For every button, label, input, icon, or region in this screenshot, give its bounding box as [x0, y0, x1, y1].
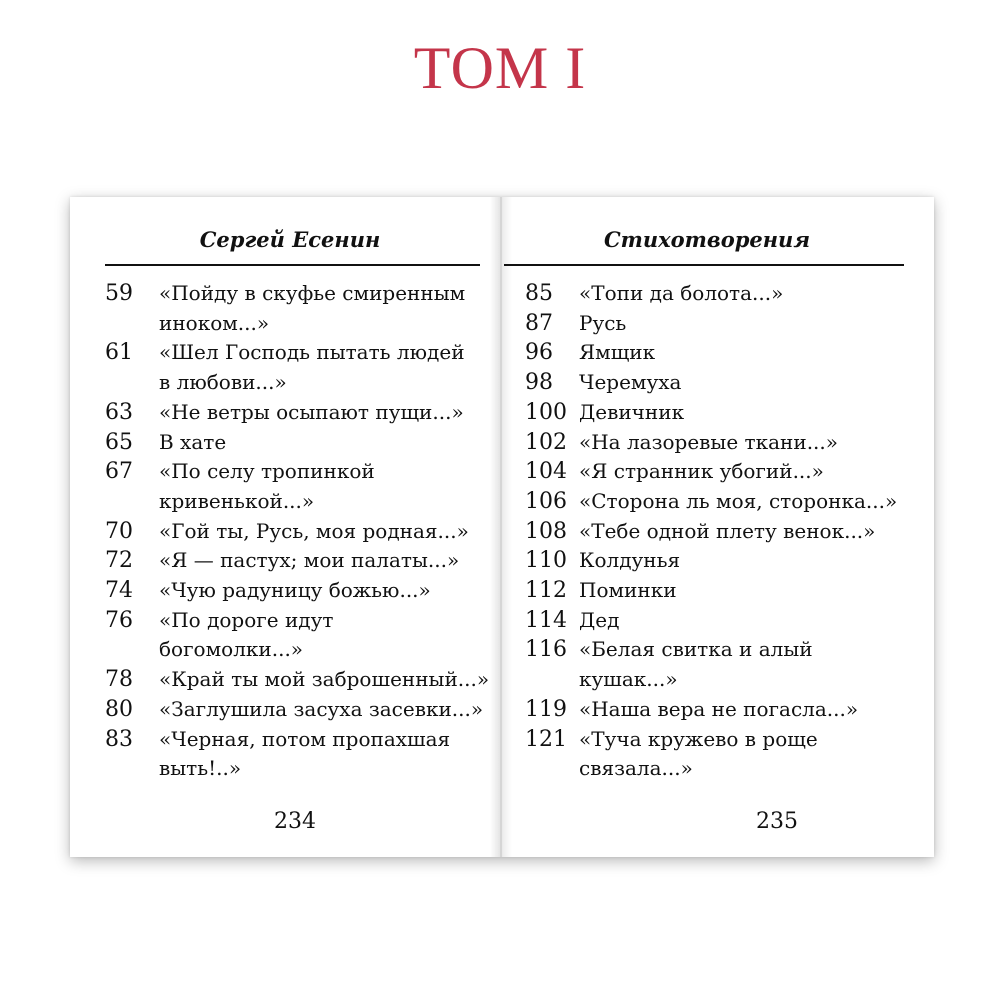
entry-page-number: 85 [525, 281, 553, 306]
volume-title: ТОМ I [413, 35, 587, 101]
contents-entry [105, 428, 495, 458]
entry-page-number: 78 [105, 667, 133, 693]
contents-entry [525, 428, 929, 458]
entry-title: Поминки [579, 578, 677, 603]
entry-title: Девичник [579, 399, 685, 424]
entry-title: «На лазоревые ткани...» [579, 429, 839, 454]
running-head-section: Стихотворения [603, 227, 811, 252]
entry-title: В хате [159, 429, 227, 454]
entry-page-number: 119 [525, 696, 567, 722]
header-rule [504, 264, 904, 266]
contents-list-right [525, 279, 929, 784]
entry-title: «Шел Господь пытать людей в любови...» [159, 340, 465, 395]
entry-page-number: 110 [525, 548, 567, 574]
contents-list-left [105, 279, 495, 784]
contents-entry [105, 457, 495, 516]
page-number: 235 [756, 809, 798, 834]
entry-page-number: 100 [525, 399, 567, 425]
entry-title: «Я странник убогий...» [579, 459, 824, 484]
entry-page-number: 70 [105, 518, 133, 544]
contents-entry [525, 635, 929, 694]
contents-entry [525, 487, 929, 517]
entry-page-number: 59 [105, 281, 133, 306]
header-rule [105, 264, 480, 266]
entry-title: «По дороге идут богомолки...» [159, 607, 334, 662]
entry-page-number: 108 [525, 518, 567, 544]
entry-title: «Гой ты, Русь, моя родная...» [159, 518, 469, 543]
entry-page-number: 96 [525, 340, 553, 366]
contents-entry [105, 338, 495, 397]
entry-title: Дед [579, 607, 620, 632]
contents-entry [525, 546, 929, 576]
entry-title: Черемуха [579, 370, 682, 395]
entry-title: «Я — пастух; мои палаты...» [159, 548, 460, 573]
right-page [499, 197, 934, 857]
contents-entry [525, 338, 929, 368]
entry-page-number: 102 [525, 429, 567, 455]
entry-title: Русь [579, 310, 627, 335]
entry-page-number: 74 [105, 578, 133, 604]
entry-title: «Заглушила засуха засевки...» [159, 696, 484, 721]
contents-entry [105, 517, 495, 547]
contents-entry [105, 576, 495, 606]
entry-page-number: 98 [525, 370, 553, 396]
contents-entry [525, 309, 929, 339]
entry-page-number: 116 [525, 637, 567, 663]
page-number: 234 [274, 809, 316, 834]
entry-page-number: 83 [105, 726, 133, 752]
entry-page-number: 65 [105, 429, 133, 455]
entry-page-number: 114 [525, 607, 567, 633]
entry-page-number: 61 [105, 340, 133, 366]
contents-entry [525, 576, 929, 606]
contents-entry [105, 695, 495, 725]
contents-entry [525, 725, 929, 784]
entry-page-number: 104 [525, 459, 567, 485]
entry-title: Колдунья [579, 548, 681, 573]
open-book-spread [70, 197, 934, 857]
contents-entry [105, 606, 495, 665]
entry-page-number: 63 [105, 399, 133, 425]
entry-title: «Наша вера не погасла...» [579, 696, 859, 721]
contents-entry [525, 517, 929, 547]
contents-entry [525, 606, 929, 636]
entry-page-number: 121 [525, 726, 567, 752]
contents-entry [525, 457, 929, 487]
entry-title: «Белая свитка и алый кушак...» [579, 637, 813, 692]
contents-entry [525, 279, 929, 309]
entry-title: «Сторона ль моя, сторонка...» [579, 488, 898, 513]
entry-title: Ямщик [579, 340, 656, 365]
entry-title: «Чую радуницу божью...» [159, 578, 431, 603]
contents-entry [105, 398, 495, 428]
entry-title: «Тебе одной плету венок...» [579, 518, 876, 543]
contents-entry [525, 695, 929, 725]
entry-page-number: 87 [525, 310, 553, 336]
running-head-author: Сергей Есенин [199, 227, 381, 252]
contents-entry [105, 279, 495, 338]
entry-title: «Черная, потом пропахшая выть!..» [159, 726, 451, 781]
entry-page-number: 80 [105, 696, 133, 722]
entry-page-number: 72 [105, 548, 133, 574]
contents-entry [105, 665, 495, 695]
contents-entry [105, 546, 495, 576]
entry-title: «Туча кружево в роще связала...» [579, 726, 818, 781]
entry-title: «По селу тропинкой кривенькой...» [159, 459, 375, 513]
entry-title: «Пойду в скуфье смиренным иноком...» [159, 281, 466, 335]
entry-page-number: 76 [105, 607, 133, 633]
entry-title: «Край ты мой заброшенный...» [159, 667, 490, 692]
contents-entry [525, 368, 929, 398]
entry-title: «Топи да болота...» [579, 281, 784, 305]
contents-entry [105, 725, 495, 784]
left-page [70, 197, 499, 857]
book-spine-shadow [490, 197, 512, 857]
entry-page-number: 67 [105, 459, 133, 485]
entry-title: «Не ветры осыпают пущи...» [159, 399, 464, 424]
entry-page-number: 106 [525, 488, 567, 514]
entry-page-number: 112 [525, 578, 567, 604]
contents-entry [525, 398, 929, 428]
